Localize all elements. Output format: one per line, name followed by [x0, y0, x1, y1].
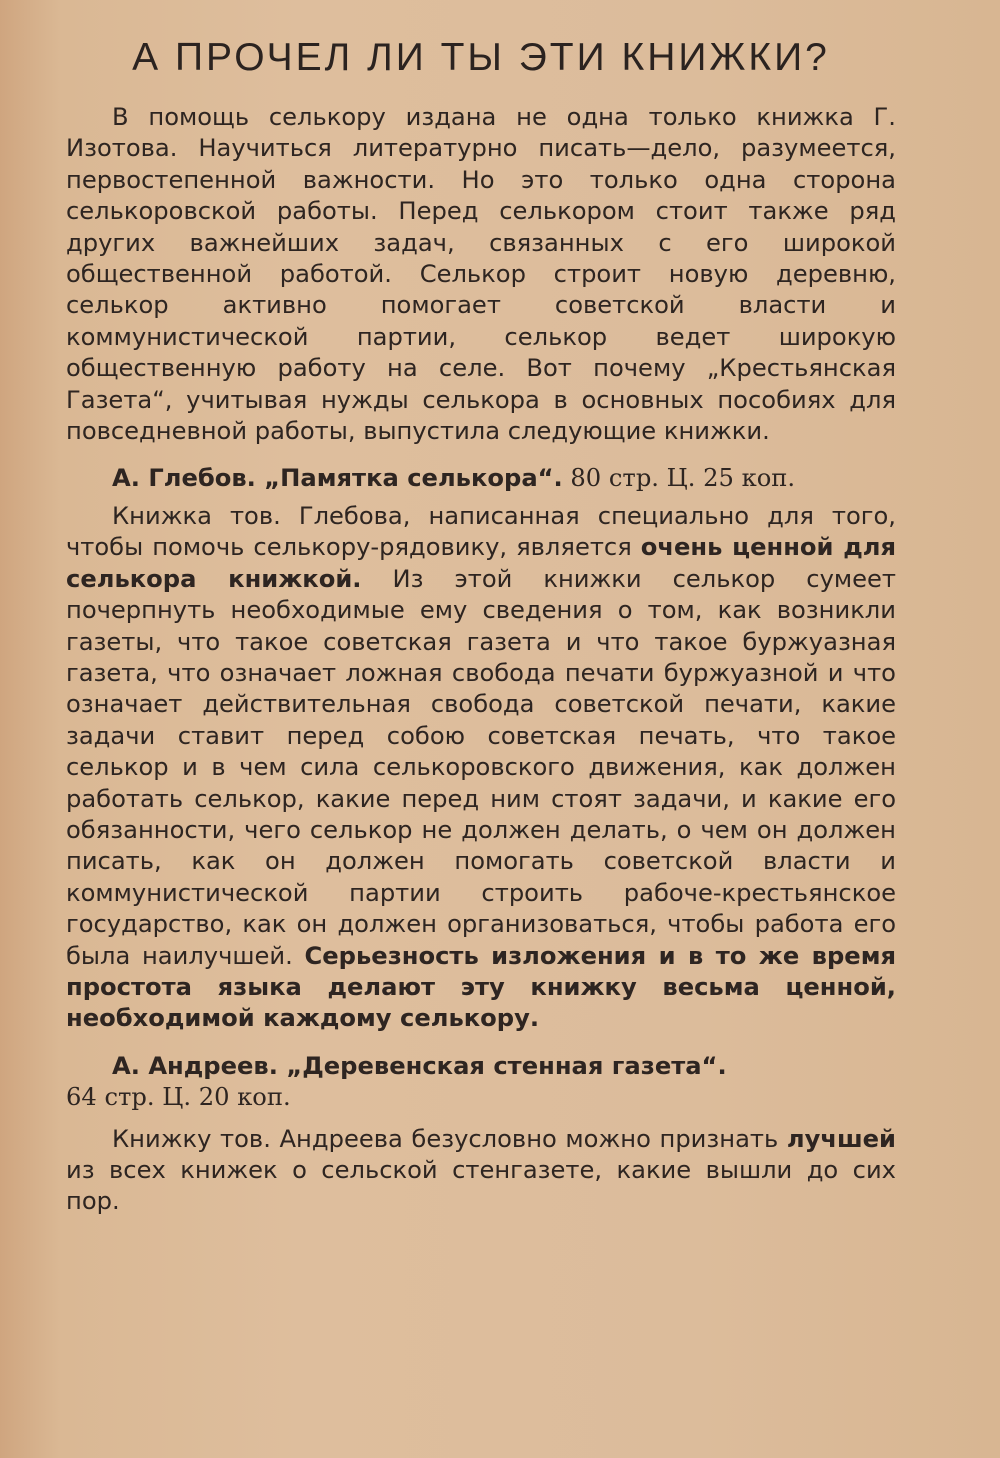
- book1-heading: [66, 463, 896, 494]
- book2-desc-bold1: лучшей: [786, 1124, 896, 1153]
- book2-details: 64 стр. Ц. 20 коп.: [66, 1083, 291, 1112]
- book1-desc-part2: Из этой книжки селькор сумеет почерпнуть необходимые ему сведения о том, как возникли газеты, что такое советская газета и что такое буржуазная газета, что означает ложная свобода печати буржуазной и что означает действительная свобода советской печати, какие задачи ставит перед собою советская печать, что такое селькор и в чем сила селькоровского движения, как должен работать селькор, какие перед ним стоят задачи, и какие его обязанности, чего селькор не должен делать, о чем он должен писать, как он должен помогать советской власти и коммунистической партии строить рабоче-крестьянское государство, как он должен организоваться, чтобы работа его была наилучшей.: [66, 564, 896, 970]
- book1-desc-part1: Книжка тов. Глебова, написанная специально для того, чтобы помочь селькору-рядовику, является: [66, 501, 896, 562]
- book1-desc-bold1: очень ценной для селькора книжкой.: [66, 533, 896, 593]
- book1-desc-bold2: Серьезность изложения и в то же время простота языка делают эту книжку весьма ценной, необходимой каждому селькору.: [66, 941, 896, 1033]
- intro-paragraph: В помощь селькору издана не одна только книжка Г. Изотова. Научиться литературно писать—дело, разумеется, первостепенной важности. Но это только одна сторона селькоровской работы. Перед селькором стоит также ряд других важнейших задач, связанных с его широкой общественной работой. Селькор строит новую деревню, селькор активно помогает советской власти и коммунистической партии, селькор ведет широкую общественную работу на селе. Вот почему „Крестьянская Газета“, учитывая нужды селькора в основных пособиях для повседневной работы, выпустила следующие книжки.: [66, 103, 896, 446]
- page-title: А ПРОЧЕЛ ЛИ ТЫ ЭТИ КНИЖКИ?: [132, 36, 830, 79]
- book2-desc-part1: Книжку тов. Андреева безусловно можно признать: [112, 1124, 787, 1153]
- book1-description: [66, 501, 896, 1035]
- book1-author-title: А. Глебов. „Памятка селькора“.: [112, 464, 563, 493]
- document-page: [66, 36, 896, 1218]
- book2-author-title: А. Андреев. „Деревенская стенная газета“.: [112, 1051, 727, 1080]
- book2-description: [66, 1124, 896, 1218]
- book1-details: 80 стр. Ц. 25 коп.: [562, 464, 796, 493]
- book2-heading: [66, 1051, 896, 1114]
- book2-desc-part2: из всех книжек о сельской стенгазете, какие вышли до сих пор.: [66, 1156, 896, 1216]
